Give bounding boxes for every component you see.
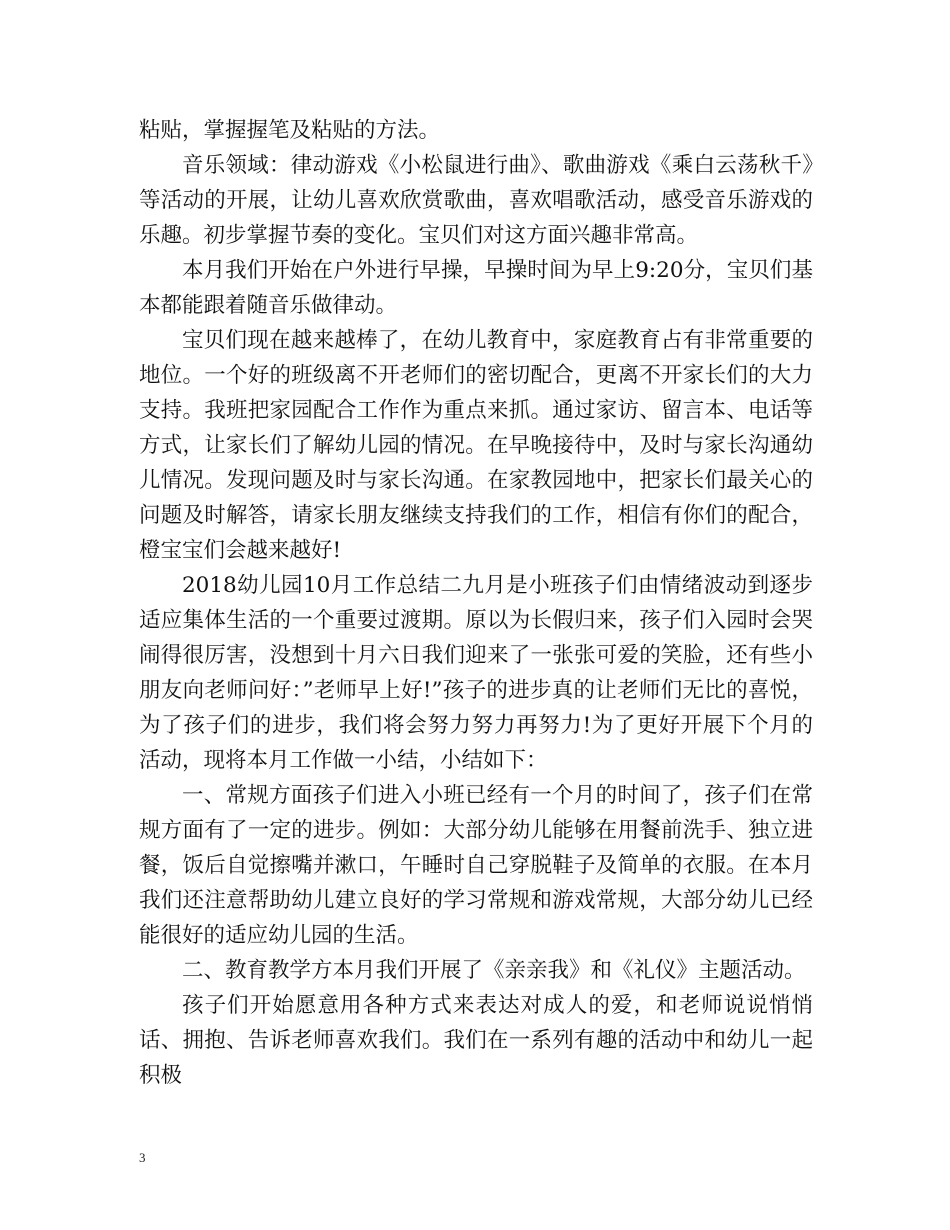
paragraph-8: 孩子们开始愿意用各种方式来表达对成人的爱，和老师说说悄悄话、拥抱、告诉老师喜欢我们。我们在一系列有趣的活动中和幼儿一起积极 — [139, 993, 813, 1088]
paragraph-2: 音乐领域：律动游戏《小松鼠进行曲》、歌曲游戏《乘白云荡秋千》等活动的开展，让幼儿喜欢欣赏歌曲，喜欢唱歌活动，感受音乐游戏的乐趣。初步掌握节奏的变化。宝贝们对这方面兴趣非常高。 — [139, 153, 813, 248]
paragraph-4: 宝贝们现在越来越棒了，在幼儿教育中，家庭教育占有非常重要的地位。一个好的班级离不开老师们的密切配合，更离不开家长们的大力支持。我班把家园配合工作作为重点来抓。通过家访、留言本、电话等方式，让家长们了解幼儿园的情况。在早晚接待中，及时与家长沟通幼儿情况。发现问题及时与家长沟通。在家教园地中，把家长们最关心的问题及时解答，请家长朋友继续支持我们的工作，相信有你们的配合，橙宝宝们会越来越好! — [139, 328, 813, 563]
page-number: 3 — [139, 1150, 146, 1165]
paragraph-3: 本月我们开始在户外进行早操，早操时间为早上9:20分，宝贝们基本都能跟着随音乐做律动。 — [139, 258, 813, 318]
paragraph-1: 粘贴，掌握握笔及粘贴的方法。 — [139, 118, 441, 143]
paragraph-5: 2018幼儿园10月工作总结二九月是小班孩子们由情绪波动到逐步适应集体生活的一个重要过渡期。原以为长假归来，孩子们入园时会哭闹得很厉害，没想到十月六日我们迎来了一张张可爱的笑脸，还有些小朋友向老师问好：”老师早上好!”孩子的进步真的让老师们无比的喜悦，为了孩子们的进步，我们将会努力努力再努力!为了更好开展下个月的活动，现将本月工作做一小结，小结如下： — [139, 573, 813, 773]
body-text — [139, 113, 813, 1093]
paragraph-7: 二、教育教学方本月我们开展了《亲亲我》和《礼仪》主题活动。 — [182, 958, 806, 983]
paragraph-6: 一、常规方面孩子们进入小班已经有一个月的时间了，孩子们在常规方面有了一定的进步。例如：大部分幼儿能够在用餐前洗手、独立进餐，饭后自觉擦嘴并漱口，午睡时自己穿脱鞋子及简单的衣服。在本月我们还注意帮助幼儿建立良好的学习常规和游戏常规，大部分幼儿已经能很好的适应幼儿园的生活。 — [139, 783, 813, 948]
